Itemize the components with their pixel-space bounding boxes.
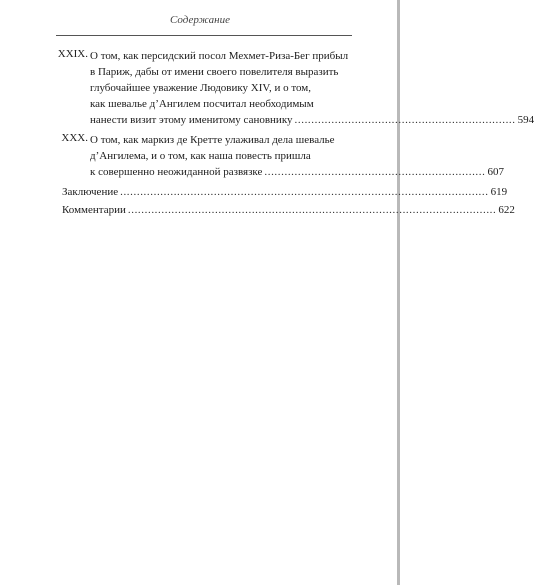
page-number: 607 — [487, 166, 504, 178]
page-number: 622 — [498, 204, 515, 216]
title-line: О том, как маркиз де Кретте улаживал дела шевалье — [90, 134, 335, 146]
title-line: нанести визит этому именитому сановнику — [90, 114, 293, 126]
title-last-line — [90, 164, 504, 180]
title-line: как шевалье д’Ангилем посчитал необходимым — [90, 98, 314, 110]
entry-title: Комментарии — [62, 204, 126, 216]
toc-entry-chapter-29 — [56, 48, 534, 128]
toc-entry-commentary — [56, 202, 515, 218]
page-number: 594 — [517, 114, 534, 126]
dot-leader: .................................................................. — [294, 114, 516, 126]
table-of-contents — [56, 48, 534, 220]
page-number: 619 — [490, 186, 508, 198]
page-edge-shadow — [397, 0, 400, 585]
toc-entry-conclusion — [56, 184, 508, 200]
dot-leader: .............................................................................................................. — [127, 204, 497, 216]
title-last-line — [90, 112, 534, 128]
dot-leader: .................................................................. — [264, 166, 486, 178]
title-last-line — [62, 202, 515, 218]
chapter-title — [90, 48, 534, 128]
title-line: О том, как персидский посол Мехмет-Риза-Бег прибыл — [90, 50, 349, 62]
entry-title: Заключение — [62, 186, 119, 198]
chapter-number: XXX. — [61, 132, 88, 144]
title-last-line — [62, 184, 508, 200]
title-line: к совершенно неожиданной развязке — [90, 166, 263, 178]
title-line: д’Ангилема, и о том, как наша повесть пришла — [90, 150, 311, 162]
chapter-title — [90, 132, 504, 180]
header-rule — [56, 35, 352, 36]
toc-entry-chapter-30 — [56, 132, 504, 180]
chapter-number: XXIX. — [57, 48, 88, 60]
title-line: в Париж, дабы от имени своего повелителя выразить — [90, 66, 339, 78]
title-line: глубочайшее уважение Людовику XIV, и о том, — [90, 82, 311, 94]
dot-leader: .............................................................................................................. — [120, 186, 489, 198]
running-header: Содержание — [169, 14, 230, 26]
